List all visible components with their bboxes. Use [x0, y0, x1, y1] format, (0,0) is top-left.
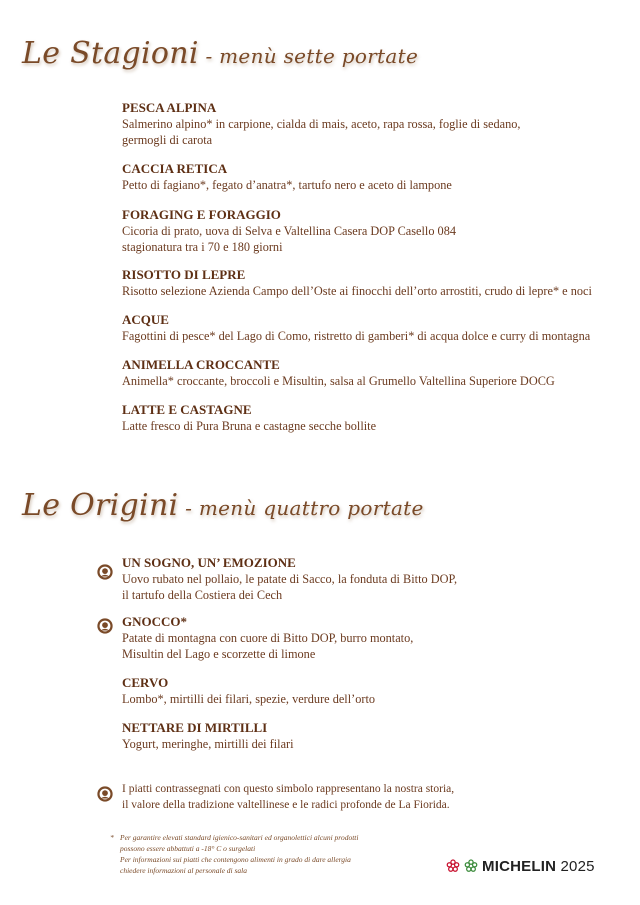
dish-item: [122, 720, 622, 752]
michelin-star-icon: [446, 859, 460, 873]
section-title-main: Le Stagioni: [22, 36, 199, 71]
dish-description: Cicoria di prato, uova di Selva e Valtellina Casera DOP Casello 084: [122, 224, 456, 238]
michelin-badge: [446, 855, 595, 877]
dish-description: il tartufo della Costiera dei Cech: [122, 588, 283, 602]
dish-description: germogli di carota: [122, 133, 213, 147]
dish-description: Risotto selezione Azienda Campo dell’Oste ai finocchi dell’orto arrostiti, crudo di lepre* e noci: [122, 284, 592, 298]
footnote-line: Per informazioni sui piatti che contengono alimenti in grado di dare allergia: [120, 855, 351, 864]
footnote-line: chiedere informazioni al personale di sala: [120, 866, 248, 875]
dish-item: [122, 100, 622, 148]
dish-name: ANIMELLA CROCCANTE: [122, 357, 280, 372]
dish-item: [122, 357, 622, 389]
heritage-note: [122, 781, 602, 813]
dish-description: Yogurt, meringhe, mirtilli dei filari: [122, 737, 294, 751]
dish-name: CERVO: [122, 675, 169, 690]
dish-name: UN SOGNO, UN’ EMOZIONE: [122, 555, 296, 570]
dish-item: [122, 614, 622, 662]
section-title-sub: - menù sette portate: [198, 44, 419, 68]
dish-description: Latte fresco di Pura Bruna e castagne secche bollite: [122, 419, 377, 433]
footnote: [110, 832, 420, 876]
footnote-line: Per garantire elevati standard igienico-sanitari ed organolettici alcuni prodotti: [120, 833, 359, 842]
michelin-brand: MICHELIN: [482, 857, 557, 875]
section-title-main: Le Origini: [22, 488, 179, 523]
michelin-year: 2025: [560, 857, 595, 875]
heritage-symbol-icon: [96, 785, 114, 803]
dish-name: LATTE E CASTAGNE: [122, 402, 252, 417]
dish-description: Misultin del Lago e scorzette di limone: [122, 647, 316, 661]
section-title-origini: [22, 488, 424, 523]
green-star-icon: [464, 859, 478, 873]
dish-item: [122, 207, 622, 255]
dish-description: Animella* croccante, broccoli e Misultin, salsa al Grumello Valtellina Superiore DOCG: [122, 374, 555, 388]
dish-name: PESCA ALPINA: [122, 100, 217, 115]
dish-description: Salmerino alpino* in carpione, cialda di mais, aceto, rapa rossa, foglie di sedano,: [122, 117, 521, 131]
dish-description: Lombo*, mirtilli dei filari, spezie, verdure dell’orto: [122, 692, 376, 706]
dish-name: GNOCCO*: [122, 614, 187, 629]
footnote-star: *: [110, 833, 114, 842]
dish-name: NETTARE DI MIRTILLI: [122, 720, 268, 735]
section-title-stagioni: [22, 36, 418, 71]
heritage-symbol-icon: [96, 563, 114, 581]
dish-item: [122, 267, 622, 299]
dish-description: Uovo rubato nel pollaio, le patate di Sacco, la fonduta di Bitto DOP,: [122, 572, 458, 586]
note-line: il valore della tradizione valtellinese e le radici profonde de La Fiorida.: [122, 799, 450, 811]
dish-name: ACQUE: [122, 312, 169, 327]
dish-description: Fagottini di pesce* del Lago di Como, ristretto di gamberi* di acqua dolce e curry di montagna: [122, 329, 591, 343]
dish-description: Patate di montagna con cuore di Bitto DOP, burro montato,: [122, 631, 414, 645]
michelin-label: [482, 858, 595, 875]
dish-description: Petto di fagiano*, fegato d’anatra*, tartufo nero e aceto di lampone: [122, 178, 452, 192]
dish-item: [122, 161, 622, 193]
dish-item: [122, 555, 622, 603]
section-title-sub: - menù quattro portate: [178, 496, 424, 520]
dish-name: FORAGING E FORAGGIO: [122, 207, 281, 222]
heritage-symbol-icon: [96, 617, 114, 635]
dish-name: RISOTTO DI LEPRE: [122, 267, 246, 282]
dish-name: CACCIA RETICA: [122, 161, 228, 176]
dish-item: [122, 312, 622, 344]
note-line: I piatti contrassegnati con questo simbolo rappresentano la nostra storia,: [122, 783, 455, 795]
footnote-line: possono essere abbattuti a -18° C o surgelati: [120, 844, 256, 853]
dish-item: [122, 675, 622, 707]
dish-item: [122, 402, 622, 434]
dish-description: stagionatura tra i 70 e 180 giorni: [122, 240, 283, 254]
